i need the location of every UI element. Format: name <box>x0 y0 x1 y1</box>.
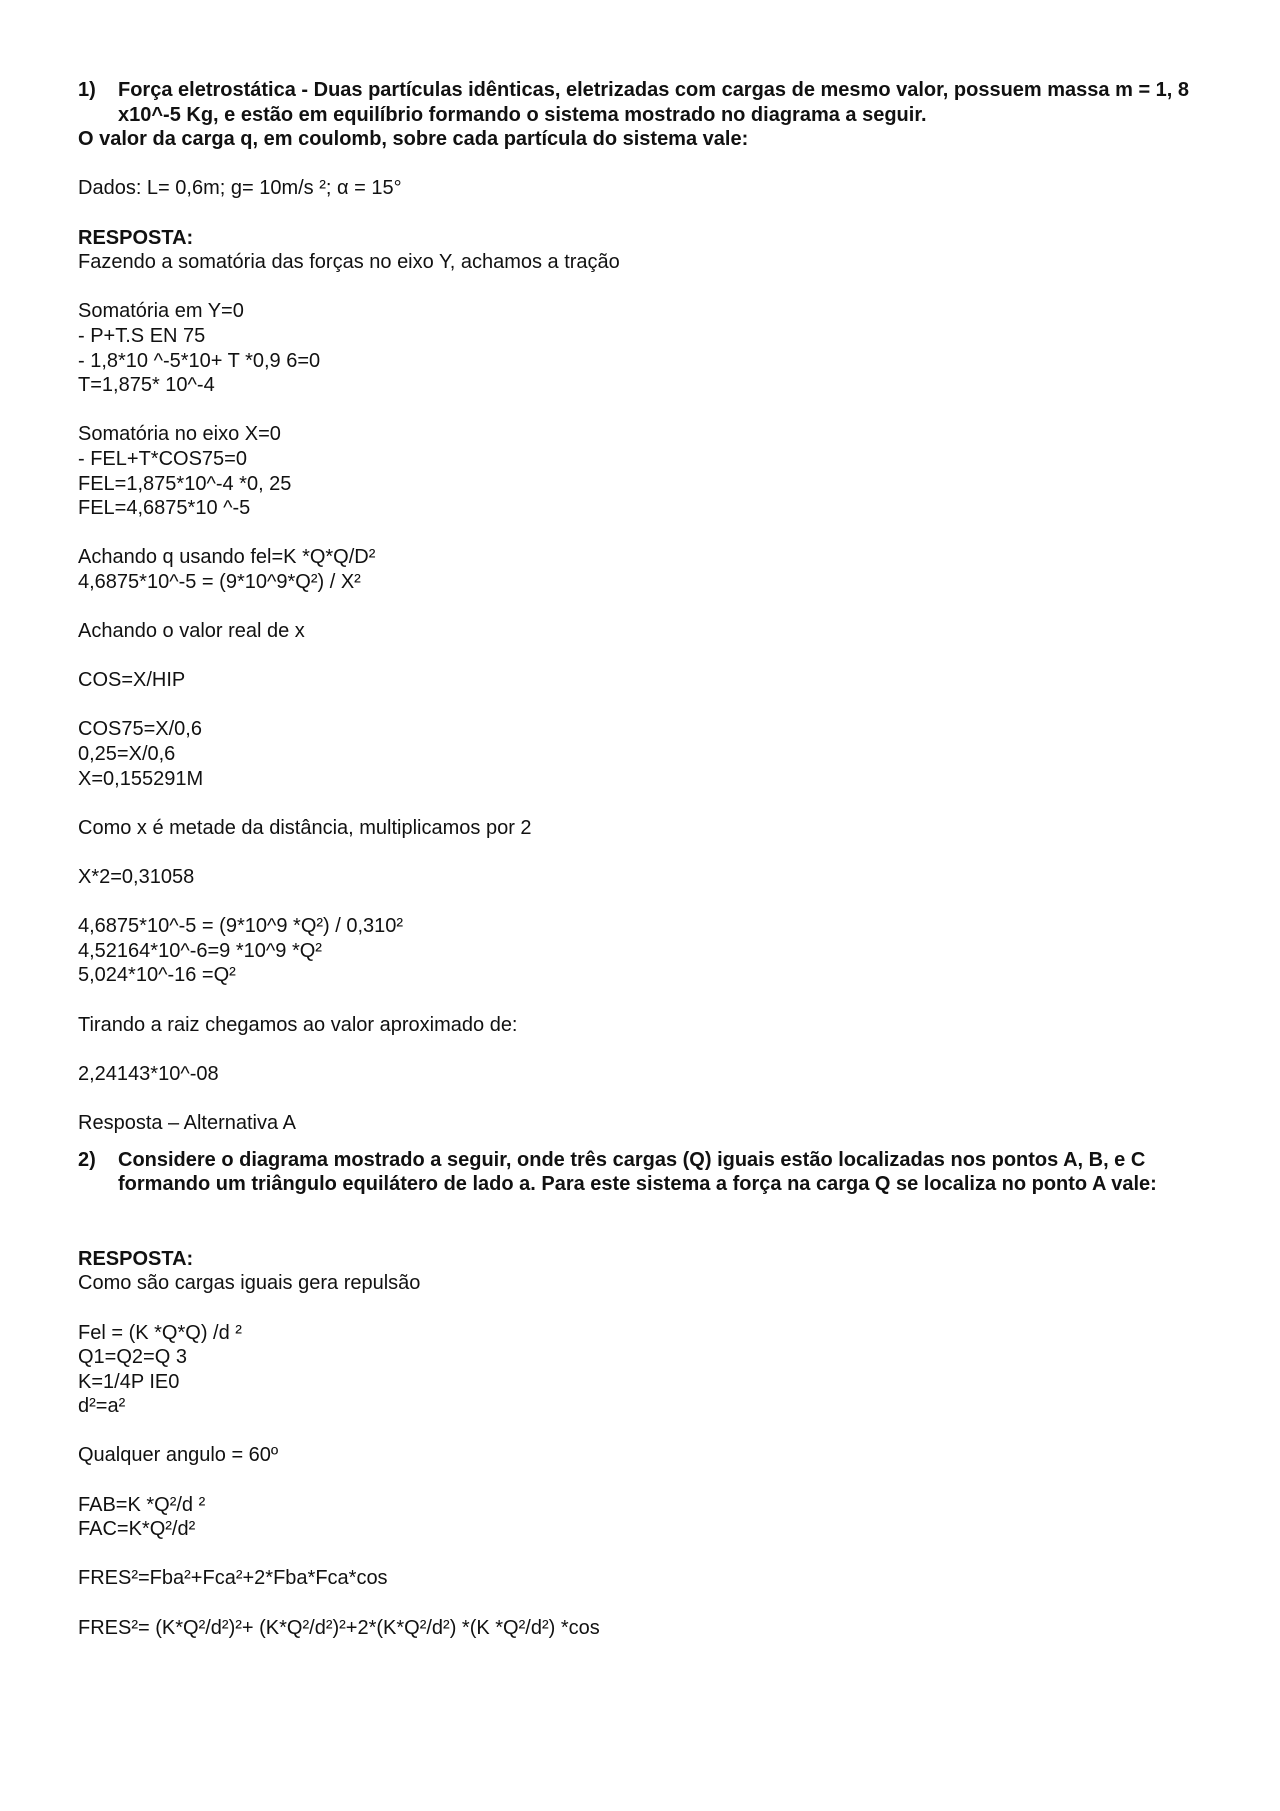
question-1 <box>78 78 1208 127</box>
sum-y-line: Somatória em Y=0 <box>78 300 244 323</box>
final-answer: Resposta – Alternativa A <box>78 1111 296 1134</box>
half-distance-note: Como x é metade da distância, multiplicamos por 2 <box>78 816 532 839</box>
sum-x-line: - FEL+T*COS75=0 <box>78 447 247 470</box>
x-times-two: X*2=0,31058 <box>78 866 195 888</box>
formula-line: K=1/4P IE0 <box>78 1370 180 1393</box>
sum-y-line: - 1,8*10 ^-5*10+ T *0,9 6=0 <box>78 349 321 372</box>
force-line: FAC=K*Q²/d² <box>78 1518 196 1541</box>
sum-x-line: FEL=1,875*10^-4 *0, 25 <box>78 472 292 495</box>
document-page <box>78 78 1208 1640</box>
answer-intro: Fazendo a somatória das forças no eixo Y, achamos a tração <box>78 251 620 274</box>
calc-line: 5,024*10^-16 =Q² <box>78 964 236 987</box>
question-number: 2) <box>78 1148 96 1171</box>
question-number: 1) <box>78 79 96 101</box>
question-2 <box>78 1148 1208 1197</box>
cos-calc-line: 0,25=X/0,6 <box>78 743 176 766</box>
question-text: Considere o diagrama mostrado a seguir, onde três cargas (Q) iguais estão localizadas nos pontos A, B, e C formando um triângulo equilátero de lado a. Para este sistema a força na carga Q se localiza no ponto A vale: <box>118 1148 1157 1196</box>
question-prompt: O valor da carga q, em coulomb, sobre cada partícula do sistema vale: <box>78 128 749 151</box>
given-data: Dados: L= 0,6m; g= 10m/s ²; α = 15° <box>78 177 402 200</box>
sum-x-line: FEL=4,6875*10 ^-5 <box>78 497 251 520</box>
cos-definition: COS=X/HIP <box>78 669 186 692</box>
cos-calc-line: COS75=X/0,6 <box>78 718 202 741</box>
find-q-line: Achando q usando fel=K *Q*Q/D² <box>78 546 376 569</box>
formula-line: Q1=Q2=Q 3 <box>78 1346 187 1369</box>
find-q-line: 4,6875*10^-5 = (9*10^9*Q²) / X² <box>78 570 361 593</box>
root-note: Tirando a raiz chegamos ao valor aproximado de: <box>78 1013 518 1036</box>
formula-line: Fel = (K *Q*Q) /d ² <box>78 1321 242 1344</box>
sum-x-line: Somatória no eixo X=0 <box>78 423 281 446</box>
angle-note: Qualquer angulo = 60º <box>78 1444 279 1467</box>
result-value: 2,24143*10^-08 <box>78 1062 219 1085</box>
answer-label: RESPOSTA: <box>78 1247 194 1270</box>
force-line: FAB=K *Q²/d ² <box>78 1493 206 1516</box>
sum-y-line: - P+T.S EN 75 <box>78 324 206 347</box>
answer-label: RESPOSTA: <box>78 226 194 249</box>
formula-line: d²=a² <box>78 1395 126 1418</box>
resultant-expanded: FRES²= (K*Q²/d²)²+ (K*Q²/d²)²+2*(K*Q²/d²) *(K *Q²/d²) *cos <box>78 1616 600 1639</box>
answer-intro: Como são cargas iguais gera repulsão <box>78 1272 421 1295</box>
calc-line: 4,6875*10^-5 = (9*10^9 *Q²) / 0,310² <box>78 915 404 938</box>
cos-calc-line: X=0,155291M <box>78 767 204 790</box>
resultant-formula: FRES²=Fba²+Fca²+2*Fba*Fca*cos <box>78 1567 388 1590</box>
sum-y-line: T=1,875* 10^-4 <box>78 374 215 397</box>
calc-line: 4,52164*10^-6=9 *10^9 *Q² <box>78 939 322 962</box>
question-text: Força eletrostática - Duas partículas idênticas, eletrizadas com cargas de mesmo valor, possuem massa m = 1, 8 x10^-5 Kg, e estão em equilíbrio formando o sistema mostrado no diagrama a seguir. <box>118 79 1190 126</box>
find-x-heading: Achando o valor real de x <box>78 620 305 643</box>
